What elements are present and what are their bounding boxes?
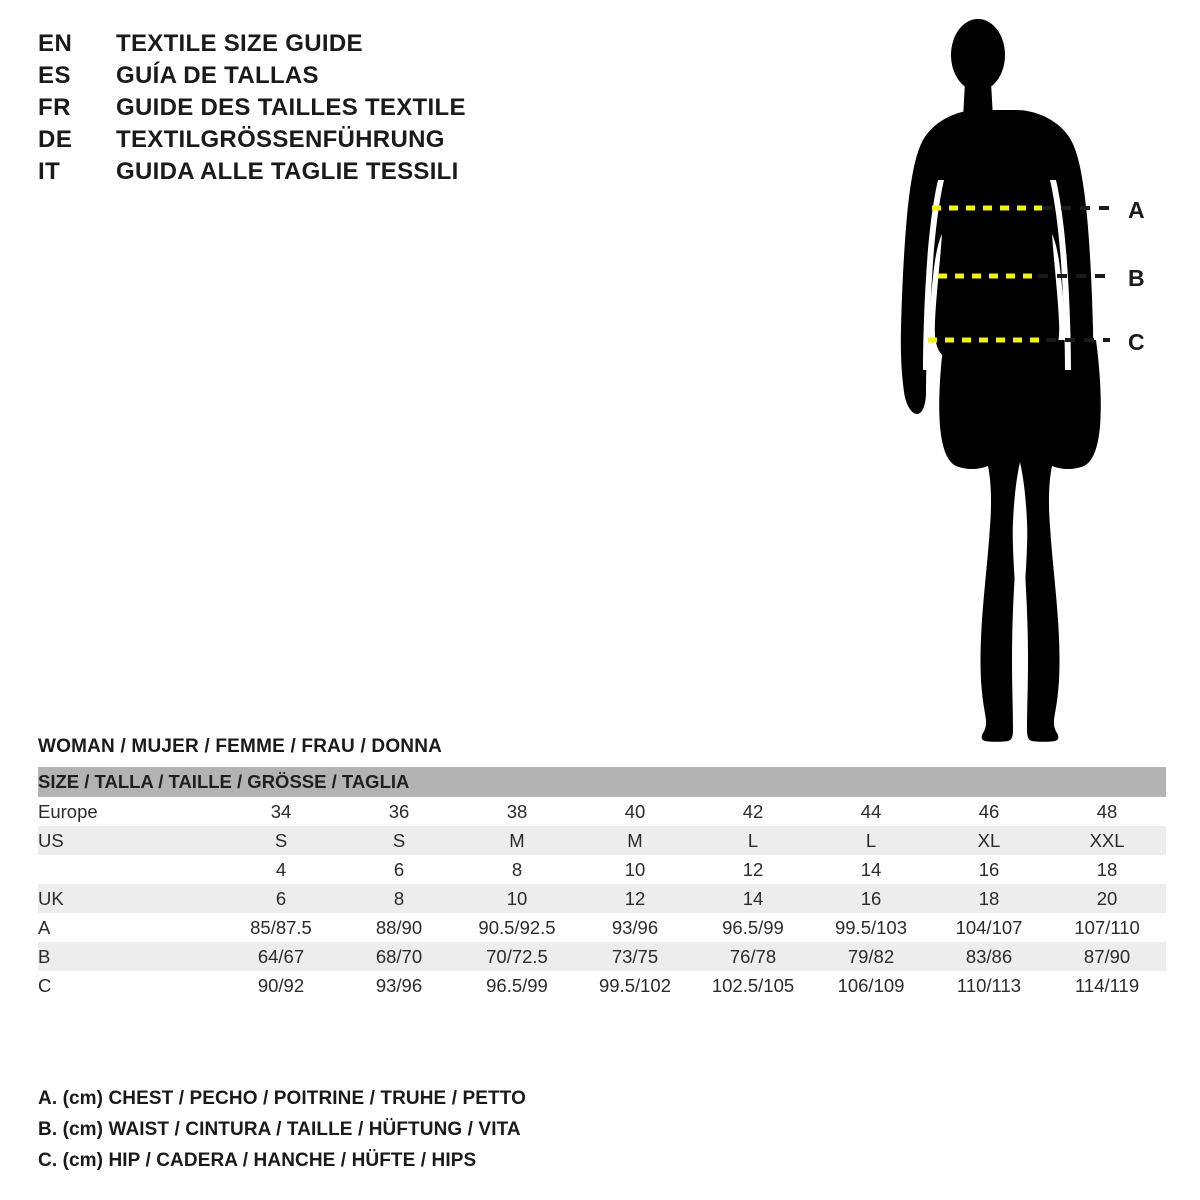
language-code: FR [38,94,71,121]
row-label: US [38,826,222,855]
cell: 104/107 [930,913,1048,942]
table-header-row [38,767,1166,797]
cell: M [576,826,694,855]
cell: 34 [222,797,340,826]
row-label: Europe [38,797,222,826]
cell: 12 [694,855,812,884]
cell: 14 [812,855,930,884]
cell: 14 [694,884,812,913]
cell: 76/78 [694,942,812,971]
language-title: TEXTILE SIZE GUIDE [116,30,363,57]
legend-item-c: C. (cm) HIP / CADERA / HANCHE / HÜFTE / HIPS [38,1150,477,1171]
language-row [38,30,598,62]
language-code: DE [38,126,73,153]
language-code: ES [38,62,72,89]
row-label: A [38,913,222,942]
cell: 8 [340,884,458,913]
cell: 96.5/99 [458,971,576,1000]
row-label: B [38,942,222,971]
cell: 99.5/103 [812,913,930,942]
cell: 36 [340,797,458,826]
cell: 4 [222,855,340,884]
cell: 93/96 [576,913,694,942]
measure-label-c: C [1128,329,1145,355]
cell: 93/96 [340,971,458,1000]
table-row [38,913,1166,942]
language-title: GUIDE DES TAILLES TEXTILE [116,94,466,121]
cell: 6 [340,855,458,884]
cell: XL [930,826,1048,855]
cell: 38 [458,797,576,826]
body-silhouette-icon [860,10,1190,750]
cell: 85/87.5 [222,913,340,942]
cell: 64/67 [222,942,340,971]
cell: 70/72.5 [458,942,576,971]
language-title: GUÍA DE TALLAS [116,62,319,89]
row-label: UK [38,884,222,913]
cell: 48 [1048,797,1166,826]
table-row [38,826,1166,855]
table-row [38,855,1166,884]
cell: 20 [1048,884,1166,913]
cell: 16 [930,855,1048,884]
cell: 40 [576,797,694,826]
cell: 16 [812,884,930,913]
cell: 96.5/99 [694,913,812,942]
cell: 90/92 [222,971,340,1000]
cell: 99.5/102 [576,971,694,1000]
language-row [38,158,598,190]
language-row [38,126,598,158]
language-row [38,62,598,94]
language-title: TEXTILGRÖSSENFÜHRUNG [116,126,445,153]
table-row [38,942,1166,971]
cell: 18 [1048,855,1166,884]
cell: S [340,826,458,855]
language-code: EN [38,30,73,57]
cell: 114/119 [1048,971,1166,1000]
measurement-legend [38,1088,738,1181]
table-row [38,884,1166,913]
cell: L [694,826,812,855]
table-group-title: WOMAN / MUJER / FEMME / FRAU / DONNA [38,736,443,757]
measure-label-a: A [1128,197,1145,223]
cell: 42 [694,797,812,826]
cell: 87/90 [1048,942,1166,971]
cell: 88/90 [340,913,458,942]
cell: S [222,826,340,855]
row-label: C [38,971,222,1000]
cell: 68/70 [340,942,458,971]
language-title-list [38,30,598,190]
cell: 73/75 [576,942,694,971]
measure-label-b: B [1128,265,1145,291]
language-title: GUIDA ALLE TAGLIE TESSILI [116,158,459,185]
row-label [38,855,222,884]
table-header-label: SIZE / TALLA / TAILLE / GRÖSSE / TAGLIA [38,767,1166,797]
cell: 79/82 [812,942,930,971]
cell: 106/109 [812,971,930,1000]
size-table-section [38,736,1166,1000]
cell: 90.5/92.5 [458,913,576,942]
language-code: IT [38,158,61,185]
table-row [38,971,1166,1000]
cell: 10 [458,884,576,913]
cell: 46 [930,797,1048,826]
legend-item-a: A. (cm) CHEST / PECHO / POITRINE / TRUHE / PETTO [38,1088,526,1109]
cell: 83/86 [930,942,1048,971]
cell: 44 [812,797,930,826]
cell: 12 [576,884,694,913]
legend-item-b: B. (cm) WAIST / CINTURA / TAILLE / HÜFTUNG / VITA [38,1119,521,1140]
cell: 10 [576,855,694,884]
cell: 8 [458,855,576,884]
cell: M [458,826,576,855]
cell: 102.5/105 [694,971,812,1000]
cell: 107/110 [1048,913,1166,942]
cell: 6 [222,884,340,913]
cell: XXL [1048,826,1166,855]
size-table [38,767,1166,1000]
table-row [38,797,1166,826]
cell: 110/113 [930,971,1048,1000]
language-row [38,94,598,126]
female-body-figure [860,10,1190,750]
cell: 18 [930,884,1048,913]
cell: L [812,826,930,855]
